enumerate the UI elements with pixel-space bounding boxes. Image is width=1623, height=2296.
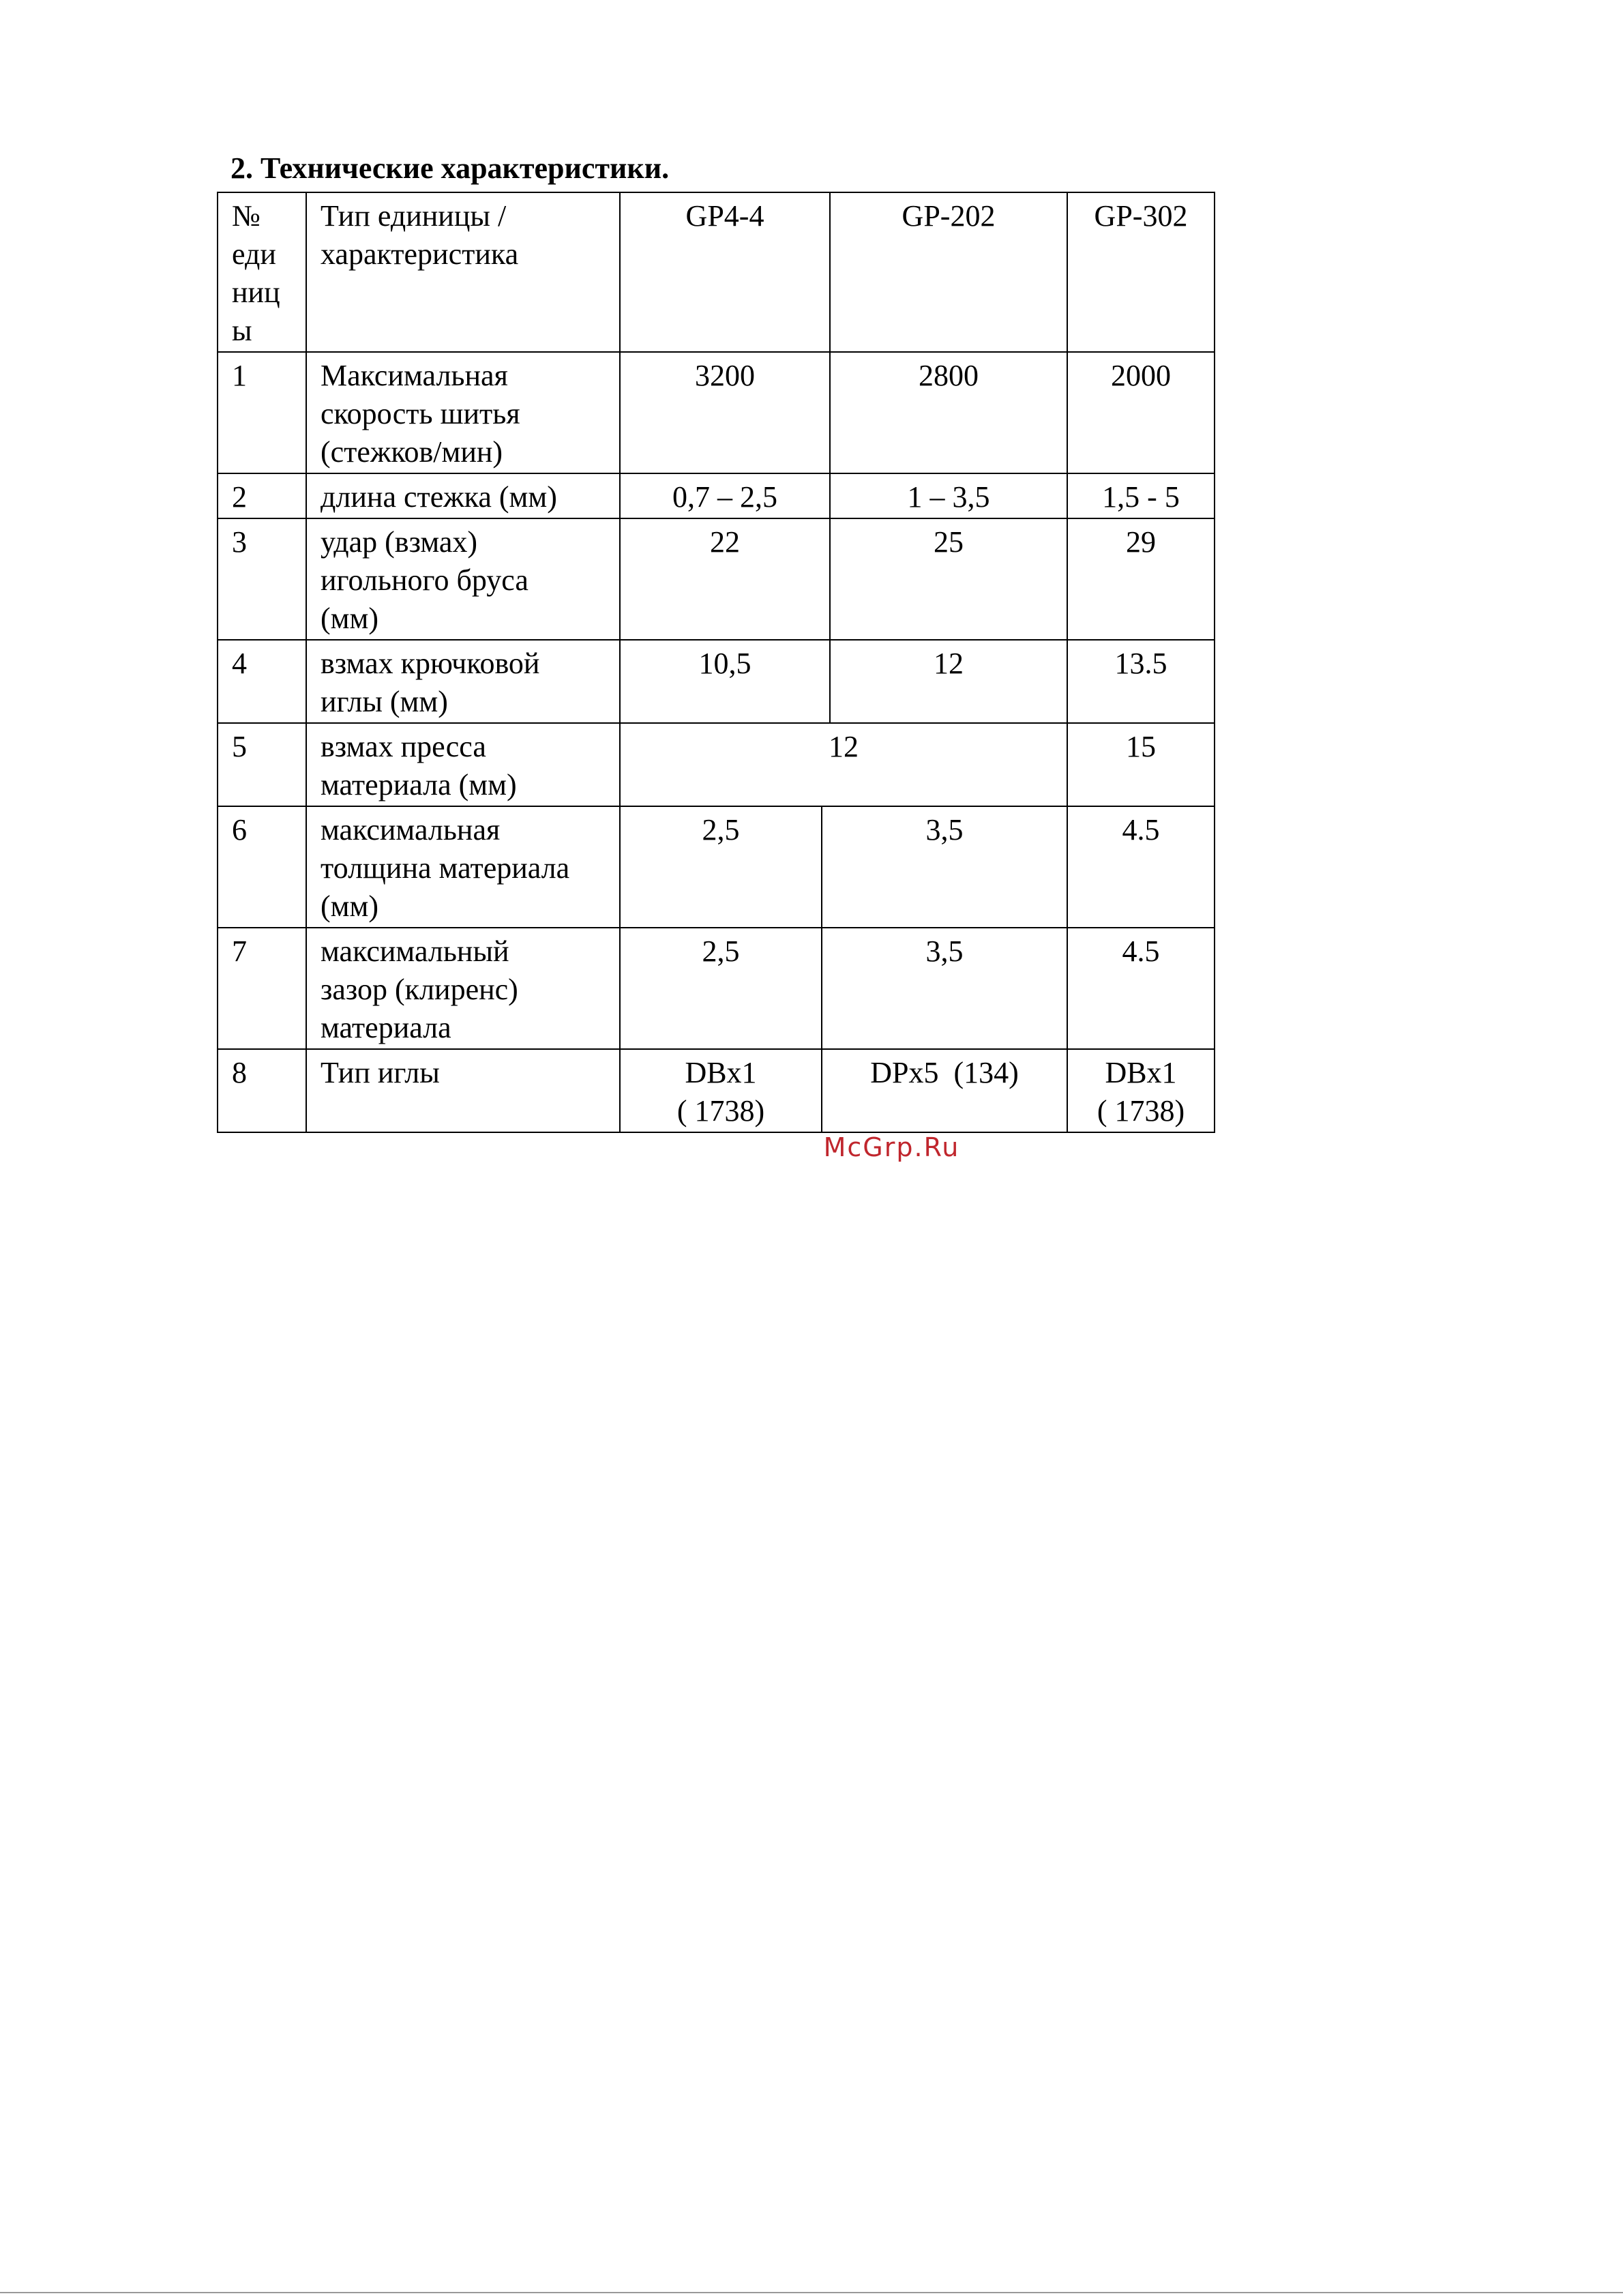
row-label (306, 640, 620, 723)
row-label-line: игольного бруса (321, 563, 528, 597)
table-row (218, 928, 1215, 1049)
cell-gp44: 0,7 – 2,5 (620, 473, 830, 518)
cell-gp302: 2000 (1067, 352, 1215, 473)
header-num-line: ниц (232, 276, 280, 309)
cell-gp44: 2,5 (620, 928, 822, 1049)
cell-gp202: 12 (830, 640, 1067, 723)
row-label (306, 723, 620, 806)
cell-gp202: 25 (830, 518, 1067, 640)
row-label-line: максимальный (321, 934, 509, 968)
row-label-line: длина стежка (мм) (321, 480, 557, 514)
cell-line: ( 1738) (1097, 1094, 1185, 1128)
row-label-line: (стежков/мин) (321, 435, 503, 469)
cell-line: ( 1738) (676, 1094, 765, 1128)
header-num-line: ы (232, 314, 252, 347)
table-row (218, 352, 1215, 473)
cell-line: DBx1 (685, 1056, 757, 1089)
cell-gp44: 10,5 (620, 640, 830, 723)
table-header-row (218, 192, 1215, 352)
row-label-line: (мм) (321, 602, 378, 635)
row-label-line: взмах пресса (321, 730, 486, 763)
spec-table (217, 192, 1215, 1133)
header-num-line: № (232, 199, 260, 233)
cell-gp302: 4.5 (1067, 928, 1215, 1049)
row-label-line: взмах крючковой (321, 647, 540, 680)
cell-gp202: 2800 (830, 352, 1067, 473)
row-label (306, 352, 620, 473)
row-num: 5 (218, 723, 306, 806)
row-label-line: (мм) (321, 889, 378, 923)
row-num: 4 (218, 640, 306, 723)
row-num: 8 (218, 1049, 306, 1132)
row-num: 3 (218, 518, 306, 640)
header-type-line: Тип единицы / (321, 199, 507, 233)
header-type-line: характеристика (321, 237, 519, 271)
row-label-line: материала (321, 1011, 451, 1044)
cell-gp44: 3200 (620, 352, 830, 473)
table-row (218, 518, 1215, 640)
row-num: 2 (218, 473, 306, 518)
row-label-line: материала (мм) (321, 768, 517, 801)
header-num-line: еди (232, 237, 276, 271)
row-label (306, 928, 620, 1049)
row-label-line: Максимальная (321, 359, 508, 392)
table-row (218, 806, 1215, 928)
row-label (306, 1049, 620, 1132)
header-num-cell (218, 192, 306, 352)
table-row (218, 1049, 1215, 1132)
cell-gp302: 1,5 - 5 (1067, 473, 1215, 518)
cell-line: DBx1 (1105, 1056, 1177, 1089)
cell-gp302: 29 (1067, 518, 1215, 640)
table-row (218, 723, 1215, 806)
header-model-gp44: GP4-4 (620, 192, 830, 352)
row-label (306, 473, 620, 518)
page-bottom-divider (0, 2292, 1623, 2293)
row-num: 1 (218, 352, 306, 473)
cell-gp202: 1 – 3,5 (830, 473, 1067, 518)
row-num: 6 (218, 806, 306, 928)
cell-gp44: 22 (620, 518, 830, 640)
row-num: 7 (218, 928, 306, 1049)
row-label-line: иглы (мм) (321, 685, 448, 718)
cell-gp302: 13.5 (1067, 640, 1215, 723)
table-row (218, 473, 1215, 518)
cell-gp302: 15 (1067, 723, 1215, 806)
header-type-cell (306, 192, 620, 352)
cell-gp202: DPx5 (134) (822, 1049, 1067, 1132)
cell-gp202: 3,5 (822, 928, 1067, 1049)
section-heading: 2. Технические характеристики. (230, 151, 670, 185)
cell-gp44 (620, 1049, 822, 1132)
cell-gp44-gp202-merged: 12 (620, 723, 1067, 806)
cell-gp302 (1067, 1049, 1215, 1132)
row-label-line: скорость шитья (321, 397, 520, 430)
cell-gp302: 4.5 (1067, 806, 1215, 928)
cell-gp202: 3,5 (822, 806, 1067, 928)
row-label-line: максимальная (321, 813, 501, 847)
row-label-line: зазор (клиренс) (321, 973, 518, 1006)
row-label-line: Тип иглы (321, 1056, 440, 1089)
row-label-line: толщина материала (321, 851, 570, 885)
row-label (306, 806, 620, 928)
table-row (218, 640, 1215, 723)
cell-gp44: 2,5 (620, 806, 822, 928)
header-model-gp302: GP-302 (1067, 192, 1215, 352)
watermark-link[interactable]: McGrp.Ru (823, 1132, 960, 1162)
row-label (306, 518, 620, 640)
header-model-gp202: GP-202 (830, 192, 1067, 352)
row-label-line: удар (взмах) (321, 525, 478, 559)
